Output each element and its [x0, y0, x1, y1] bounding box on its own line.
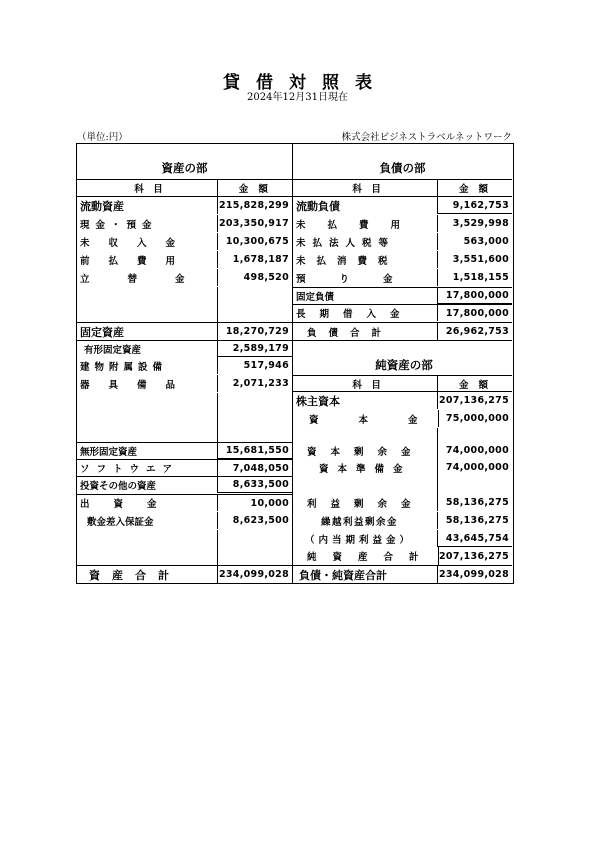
net-assets-total-row: 純資産合計 207,136,275 [293, 547, 512, 565]
table-row: （内当期利益金） 43,645,754 [293, 530, 512, 547]
liabilities-total-row: 負債合計 26,962,753 [293, 322, 512, 340]
assets-amount-header: 金 額 [217, 180, 292, 196]
table-row: 資本金 75,000,000 [293, 410, 512, 427]
table-row: 預り金 1,518,155 [293, 269, 512, 286]
table-row: 無形固定資産 15,681,550 [77, 442, 292, 459]
table-row: 器具備品 2,071,233 [77, 375, 292, 392]
table-row: 利益剰余金 58,136,275 [293, 494, 512, 511]
table-row: 投資その他の資産 8,633,500 [77, 476, 292, 493]
table-row: 未払費用 3,529,998 [293, 215, 512, 232]
table-row: 建物附属設備 517,946 [77, 357, 292, 374]
assets-total-row: 資産合計 234,099,028 [77, 565, 292, 583]
table-row: 敷金差入保証金 8,623,500 [77, 512, 292, 529]
assets-item-header: 科 目 [134, 184, 163, 195]
assets-section-title: 資産の部 [77, 144, 292, 180]
liabilities-column-header: 科 目 金 額 [293, 180, 512, 197]
table-row: 出資金 10,000 [77, 494, 292, 511]
table-row: 流動負債 9,162,753 [293, 197, 512, 214]
table-row: 繰越利益剰余金 58,136,275 [293, 512, 512, 529]
assets-column-header [77, 180, 292, 197]
table-row: 資本準備金 74,000,000 [293, 459, 512, 476]
table-row: 長期借入金 17,800,000 [293, 304, 512, 321]
company-name: 株式会社ビジネストラベルネットワーク [341, 132, 512, 143]
net-assets-column-header: 科 目 金 額 [293, 375, 512, 392]
liabilities-netassets-column [292, 144, 512, 583]
table-row: 現金・預金 203,350,917 [77, 215, 292, 232]
net-assets-section-title: 純資産の部 [375, 358, 433, 372]
table-row: 未収入金 10,300,675 [77, 233, 292, 250]
table-row: 未払消費税 3,551,600 [293, 251, 512, 268]
balance-sheet-table [76, 143, 514, 584]
table-row: 流動資産 215,828,299 [77, 197, 292, 214]
liabilities-section-title: 負債の部 [293, 144, 512, 180]
unit-label: （単位:円） [77, 132, 128, 143]
document-title: 貸借対照表 [223, 73, 388, 93]
table-row: 資本剰余金 74,000,000 [293, 442, 512, 459]
as-of-date: 2024年12月31日現在 [247, 92, 348, 103]
table-row: ソフトウエア 7,048,050 [77, 459, 292, 476]
table-row: 未払法人税等 563,000 [293, 233, 512, 250]
table-row: 立替金 498,520 [77, 269, 292, 286]
table-row: 固定負債 17,800,000 [293, 287, 512, 304]
table-row: 固定資産 18,270,729 [77, 322, 292, 340]
assets-column [77, 144, 292, 583]
table-row: 株主資本 207,136,275 [293, 392, 512, 409]
table-row: 有形固定資産 2,589,179 [77, 340, 292, 357]
liabilities-netassets-total-row: 負債・純資産合計 234,099,028 [293, 565, 512, 583]
table-row: 前払費用 1,678,187 [77, 251, 292, 268]
